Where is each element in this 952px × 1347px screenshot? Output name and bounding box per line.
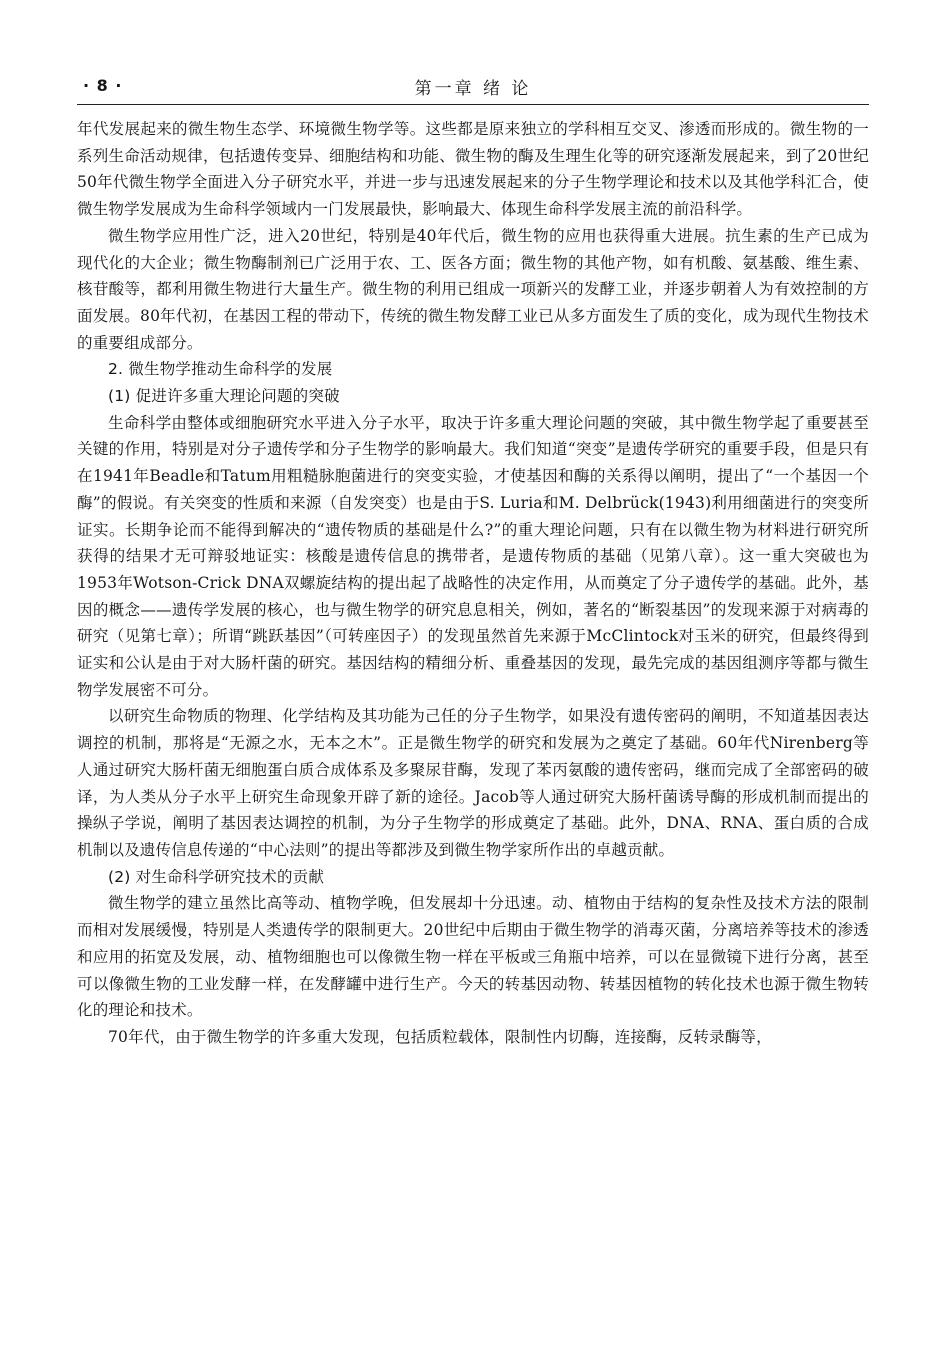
page-number: · 8 · — [83, 76, 123, 95]
subsection-heading-2: (2) 对生命科学研究技术的贡献 — [108, 867, 325, 886]
chapter-title: 第一章 绪 论 — [414, 79, 532, 99]
paragraph-4: 以研究生命物质的物理、化学结构及其功能为己任的分子生物学，如果没有遗传密码的阐明，不知道基因表达调控的机制，那将是“无源之水，无本之木”。正是微生物学的研究和发展为之奠定了基础。60年代Nirenberg等人通过研究大肠杆菌无细胞蛋白质合成体系及多聚尿苷酶，发现了苯丙氨酸的遗传密码，继而完成了全部密码的破译，为人类从分子水平上研究生命现象开辟了新的途径。Jacob等人通过研究大肠杆菌诱导酶的形成机制而提出的操纵子学说，阐明了基因表达调控的机制，为分子生物学的形成奠定了基础。此外，DNA、RNA、蛋白质的合成机制以及遗传信息传递的“中心法则”的提出等都涉及到微生物学家所作出的卓越贡献。 — [77, 707, 869, 859]
paragraph-6: 70年代，由于微生物学的许多重大发现，包括质粒载体，限制性内切酶，连接酶，反转录酶等， — [108, 1027, 772, 1046]
paragraph-1: 年代发展起来的微生物生态学、环境微生物学等。这些都是原来独立的学科相互交叉、渗透而形成的。微生物的一系列生命活动规律，包括遗传变异、细胞结构和功能、微生物的酶及生理生化等的研究逐渐发展起来，到了20世纪50年代微生物学全面进入分子研究水平，并进一步与迅速发展起来的分子生物学理论和技术以及其他学科汇合，使微生物学发展成为生命科学领域内一门发展最快，影响最大、体现生命科学发展主流的前沿科学。 — [77, 120, 869, 219]
section-heading-2: 2. 微生物学推动生命科学的发展 — [108, 360, 333, 379]
body-text — [77, 116, 869, 1051]
paragraph-3: 生命科学由整体或细胞研究水平进入分子水平，取决于许多重大理论问题的突破，其中微生物学起了重要甚至关键的作用，特别是对分子遗传学和分子生物学的影响最大。我们知道“突变”是遗传学研究的重要手段，但是只有在1941年Beadle和Tatum用粗糙脉胞菌进行的突变实验，才使基因和酶的关系得以阐明，提出了“一个基因一个酶”的假说。有关突变的性质和来源（自发突变）也是由于S. Luria和M. Delbrück(1943)利用细菌进行的突变所证实。长期争论而不能得到解决的“遗传物质的基础是什么?”的重大理论问题，只有在以微生物为材料进行研究所获得的结果才无可辩驳地证实：核酸是遗传信息的携带者，是遗传物质的基础（见第八章）。这一重大突破也为1953年Wotson-Crick DNA双螺旋结构的提出起了战略性的决定作用，从而奠定了分子遗传学的基础。此外，基因的概念——遗传学发展的核心，也与微生物学的研究息息相关，例如，著名的“断裂基因”的发现来源于对病毒的研究（见第七章）；所谓“跳跃基因”（可转座因子）的发现虽然首先来源于McClintock对玉米的研究，但最终得到证实和公认是由于对大肠杆菌的研究。基因结构的精细分析、重叠基因的发现，最先完成的基因组测序等都与微生物学发展密不可分。 — [77, 413, 869, 699]
subsection-heading-1: (1) 促进许多重大理论问题的突破 — [108, 387, 340, 406]
running-header — [77, 74, 869, 100]
paragraph-2: 微生物学应用性广泛，进入20世纪，特别是40年代后，微生物的应用也获得重大进展。抗生素的生产已成为现代化的大企业；微生物酶制剂已广泛用于农、工、医各方面；微生物的其他产物，如有机酸、氨基酸、维生素、核苷酸等，都利用微生物进行大量生产。微生物的利用已组成一项新兴的发酵工业，并逐步朝着人为有效控制的方面发展。80年代初，在基因工程的带动下，传统的微生物发酵工业已从多方面发生了质的变化，成为现代生物技术的重要组成部分。 — [77, 226, 869, 352]
header-divider — [77, 104, 869, 105]
paragraph-5: 微生物学的建立虽然比高等动、植物学晚，但发展却十分迅速。动、植物由于结构的复杂性及技术方法的限制而相对发展缓慢，特别是人类遗传学的限制更大。20世纪中后期由于微生物学的消毒灭菌，分离培养等技术的渗透和应用的拓宽及发展，动、植物细胞也可以像微生物一样在平板或三角瓶中培养，可以在显微镜下进行分离，甚至可以像微生物的工业发酵一样，在发酵罐中进行生产。今天的转基因动物、转基因植物的转化技术也源于微生物转化的理论和技术。 — [77, 894, 869, 1020]
